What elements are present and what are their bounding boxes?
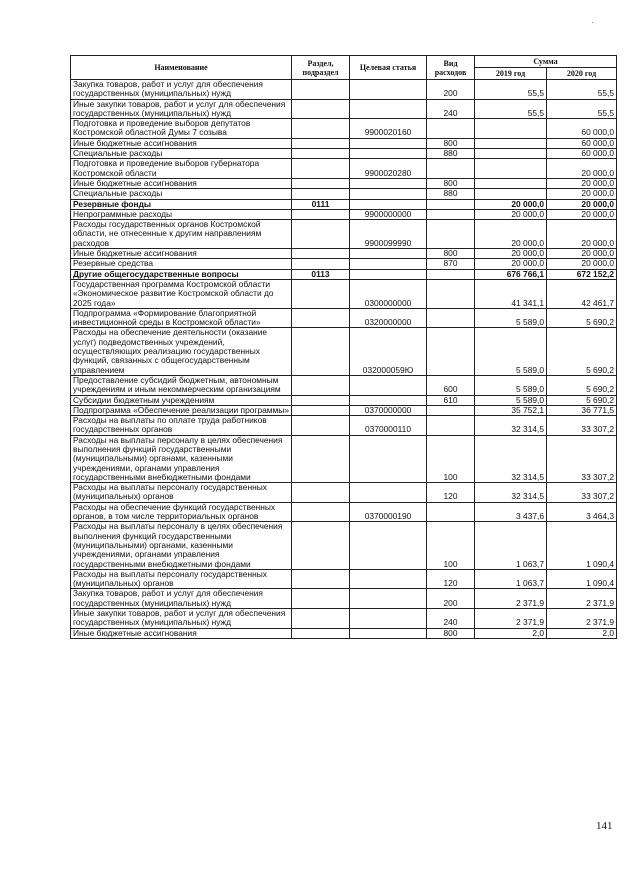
cell-sec	[292, 328, 350, 375]
cell-name: Специальные расходы	[71, 189, 292, 199]
cell-code: 0370000110	[350, 416, 427, 436]
cell-sec	[292, 209, 350, 219]
cell-s2019: 32 314,5	[475, 483, 547, 503]
header-row	[71, 56, 617, 68]
cell-code	[350, 189, 427, 199]
cell-s2019: 20 000,0	[475, 209, 547, 219]
cell-vid	[427, 199, 475, 209]
cell-s2020: 5 690,2	[547, 395, 617, 405]
cell-vid	[427, 279, 475, 308]
table-row	[71, 178, 617, 188]
cell-s2019: 55,5	[475, 99, 547, 119]
header-sum: Сумма	[475, 56, 617, 68]
cell-s2020: 36 771,5	[547, 405, 617, 415]
cell-s2019: 2 371,9	[475, 589, 547, 609]
cell-vid	[427, 502, 475, 522]
cell-s2019: 32 314,5	[475, 435, 547, 482]
table-row	[71, 435, 617, 482]
cell-sec	[292, 178, 350, 188]
cell-s2019: 5 589,0	[475, 328, 547, 375]
cell-name: Иные закупки товаров, работ и услуг для обеспечения государственных (муниципальных) нужд	[71, 609, 292, 629]
header-2019: 2019 год	[475, 68, 547, 80]
cell-name: Иные бюджетные ассигнования	[71, 138, 292, 148]
cell-name: Специальные расходы	[71, 149, 292, 159]
cell-s2020: 20 000,0	[547, 159, 617, 179]
cell-sec	[292, 483, 350, 503]
table-row	[71, 416, 617, 436]
cell-sec	[292, 119, 350, 139]
cell-sec	[292, 435, 350, 482]
cell-s2020: 5 690,2	[547, 328, 617, 375]
cell-vid: 800	[427, 249, 475, 259]
table-row	[71, 80, 617, 100]
cell-vid	[427, 416, 475, 436]
cell-sec: 0111	[292, 199, 350, 209]
table-row	[71, 269, 617, 279]
cell-s2020: 20 000,0	[547, 189, 617, 199]
table-row	[71, 199, 617, 209]
page-number: 141	[596, 820, 613, 832]
table-row	[71, 99, 617, 119]
cell-code	[350, 628, 427, 638]
cell-s2020: 20 000,0	[547, 178, 617, 188]
table-row	[71, 395, 617, 405]
cell-vid: 800	[427, 178, 475, 188]
cell-s2020: 60 000,0	[547, 119, 617, 139]
cell-sec	[292, 99, 350, 119]
cell-s2020: 33 307,2	[547, 483, 617, 503]
cell-s2019	[475, 159, 547, 179]
cell-s2019: 2,0	[475, 628, 547, 638]
table-row	[71, 209, 617, 219]
cell-vid: 120	[427, 569, 475, 589]
cell-code: 0320000000	[350, 308, 427, 328]
cell-s2019: 5 589,0	[475, 308, 547, 328]
cell-sec	[292, 138, 350, 148]
cell-code: 9900099990	[350, 220, 427, 249]
cell-s2019: 1 063,7	[475, 569, 547, 589]
cell-s2019: 20 000,0	[475, 259, 547, 269]
cell-sec	[292, 522, 350, 569]
cell-name: Иные бюджетные ассигнования	[71, 628, 292, 638]
cell-code: 9900000000	[350, 209, 427, 219]
cell-vid	[427, 159, 475, 179]
cell-sec	[292, 589, 350, 609]
cell-vid: 100	[427, 435, 475, 482]
table-row	[71, 119, 617, 139]
cell-vid: 240	[427, 99, 475, 119]
cell-name: Иные закупки товаров, работ и услуг для обеспечения государственных (муниципальных) нужд	[71, 99, 292, 119]
cell-s2019: 20 000,0	[475, 249, 547, 259]
cell-vid: 800	[427, 628, 475, 638]
cell-s2019	[475, 119, 547, 139]
cell-code	[350, 435, 427, 482]
header-name: Наименование	[71, 56, 292, 80]
cell-name: Подготовка и проведение выборов депутатов Костромской областной Думы 7 созыва	[71, 119, 292, 139]
cell-code: 9900020160	[350, 119, 427, 139]
table-row	[71, 483, 617, 503]
table-row	[71, 502, 617, 522]
cell-s2019	[475, 178, 547, 188]
table-row	[71, 189, 617, 199]
cell-name: Расходы государственных органов Костромской области, не отнесенные к другим направлениям расходов	[71, 220, 292, 249]
cell-vid: 100	[427, 522, 475, 569]
table-row	[71, 589, 617, 609]
cell-code	[350, 569, 427, 589]
cell-code: 0370000190	[350, 502, 427, 522]
cell-s2020: 33 307,2	[547, 416, 617, 436]
table-row	[71, 279, 617, 308]
table-row	[71, 159, 617, 179]
cell-s2020: 2 371,9	[547, 609, 617, 629]
cell-code	[350, 138, 427, 148]
cell-code	[350, 199, 427, 209]
cell-code	[350, 269, 427, 279]
cell-s2019	[475, 189, 547, 199]
cell-vid: 800	[427, 138, 475, 148]
cell-code	[350, 609, 427, 629]
table-row	[71, 328, 617, 375]
cell-name: Иные бюджетные ассигнования	[71, 249, 292, 259]
cell-s2020: 5 690,2	[547, 375, 617, 395]
cell-name: Расходы на выплаты персоналу государственных (муниципальных) органов	[71, 483, 292, 503]
table-row	[71, 249, 617, 259]
cell-code	[350, 149, 427, 159]
cell-sec	[292, 189, 350, 199]
cell-name: Субсидии бюджетным учреждениям	[71, 395, 292, 405]
cell-s2020: 2 371,9	[547, 589, 617, 609]
cell-s2020: 55,5	[547, 80, 617, 100]
cell-sec	[292, 609, 350, 629]
table-row	[71, 149, 617, 159]
scan-speck	[592, 22, 593, 23]
cell-sec	[292, 159, 350, 179]
cell-code	[350, 522, 427, 569]
cell-name: Подготовка и проведение выборов губернатора Костромской области	[71, 159, 292, 179]
cell-name: Государственная программа Костромской области «Экономическое развитие Костромской области до 2025 года»	[71, 279, 292, 308]
cell-s2019: 5 589,0	[475, 395, 547, 405]
cell-s2020: 42 461,7	[547, 279, 617, 308]
cell-code: 0300000000	[350, 279, 427, 308]
cell-s2020: 672 152,2	[547, 269, 617, 279]
cell-name: Расходы на обеспечение функций государственных органов, в том числе территориальных органов	[71, 502, 292, 522]
cell-name: Подпрограмма «Формирование благоприятной инвестиционной среды в Костромской области»	[71, 308, 292, 328]
cell-sec	[292, 569, 350, 589]
cell-s2020: 20 000,0	[547, 199, 617, 209]
cell-vid	[427, 269, 475, 279]
cell-sec	[292, 220, 350, 249]
cell-sec: 0113	[292, 269, 350, 279]
cell-name: Расходы на выплаты персоналу в целях обеспечения выполнения функций государственными (муниципальными) органами, казенными учреждениями, органами управления государственными внебюджетными фондами	[71, 522, 292, 569]
cell-code: 9900020280	[350, 159, 427, 179]
cell-name: Иные бюджетные ассигнования	[71, 178, 292, 188]
cell-sec	[292, 502, 350, 522]
cell-s2020: 1 090,4	[547, 522, 617, 569]
budget-table	[70, 55, 617, 639]
cell-s2020: 5 690,2	[547, 308, 617, 328]
cell-vid	[427, 308, 475, 328]
cell-s2019: 3 437,6	[475, 502, 547, 522]
cell-vid: 600	[427, 375, 475, 395]
cell-code	[350, 259, 427, 269]
cell-s2019: 1 063,7	[475, 522, 547, 569]
table-row	[71, 375, 617, 395]
cell-sec	[292, 279, 350, 308]
cell-s2020: 55,5	[547, 99, 617, 119]
cell-code	[350, 589, 427, 609]
cell-name: Расходы на выплаты персоналу в целях обеспечения выполнения функций государственными (муниципальными) органами, казенными учреждениями, органами управления государственными внебюджетными фондами	[71, 435, 292, 482]
table-row	[71, 628, 617, 638]
cell-vid	[427, 405, 475, 415]
cell-vid: 880	[427, 189, 475, 199]
cell-s2020: 33 307,2	[547, 435, 617, 482]
cell-s2020: 20 000,0	[547, 259, 617, 269]
table-row	[71, 569, 617, 589]
cell-code	[350, 395, 427, 405]
header-target: Целевая статья	[350, 56, 427, 80]
cell-code	[350, 375, 427, 395]
cell-sec	[292, 249, 350, 259]
cell-name: Резервные средства	[71, 259, 292, 269]
cell-code	[350, 99, 427, 119]
cell-s2019: 35 752,1	[475, 405, 547, 415]
cell-sec	[292, 375, 350, 395]
cell-vid: 120	[427, 483, 475, 503]
cell-s2019	[475, 149, 547, 159]
cell-s2019: 20 000,0	[475, 220, 547, 249]
cell-code: 0370000000	[350, 405, 427, 415]
cell-sec	[292, 405, 350, 415]
cell-vid	[427, 328, 475, 375]
cell-sec	[292, 308, 350, 328]
cell-code: 032000059Ю	[350, 328, 427, 375]
cell-sec	[292, 149, 350, 159]
cell-name: Резервные фонды	[71, 199, 292, 209]
cell-vid: 240	[427, 609, 475, 629]
header-2020: 2020 год	[547, 68, 617, 80]
cell-s2020: 60 000,0	[547, 138, 617, 148]
header-section: Раздел, подраздел	[292, 56, 350, 80]
cell-s2020: 60 000,0	[547, 149, 617, 159]
cell-s2020: 2,0	[547, 628, 617, 638]
cell-vid	[427, 209, 475, 219]
table-row	[71, 138, 617, 148]
cell-sec	[292, 416, 350, 436]
header-type: Вид расходов	[427, 56, 475, 80]
cell-s2019: 41 341,1	[475, 279, 547, 308]
cell-s2019	[475, 138, 547, 148]
cell-s2020: 3 464,3	[547, 502, 617, 522]
cell-sec	[292, 628, 350, 638]
cell-vid: 200	[427, 80, 475, 100]
cell-name: Подпрограмма «Обеспечение реализации программы»	[71, 405, 292, 415]
cell-code	[350, 249, 427, 259]
cell-name: Расходы на выплаты персоналу государственных (муниципальных) органов	[71, 569, 292, 589]
cell-name: Другие общегосударственные вопросы	[71, 269, 292, 279]
table-row	[71, 259, 617, 269]
cell-s2019: 32 314,5	[475, 416, 547, 436]
cell-vid: 880	[427, 149, 475, 159]
cell-vid	[427, 119, 475, 139]
cell-name: Предоставление субсидий бюджетным, автономным учреждениям и иным некоммерческим организациям	[71, 375, 292, 395]
cell-sec	[292, 259, 350, 269]
cell-code	[350, 483, 427, 503]
table-row	[71, 220, 617, 249]
cell-s2019: 676 766,1	[475, 269, 547, 279]
cell-name: Расходы на обеспечение деятельности (оказание услуг) подведомственных учреждений, осуществляющих реализацию государственных функций, связанных с общегосударственным управлением	[71, 328, 292, 375]
cell-code	[350, 178, 427, 188]
table-row	[71, 308, 617, 328]
cell-s2019: 5 589,0	[475, 375, 547, 395]
table-row	[71, 405, 617, 415]
cell-sec	[292, 395, 350, 405]
cell-name: Закупка товаров, работ и услуг для обеспечения государственных (муниципальных) нужд	[71, 80, 292, 100]
cell-s2020: 1 090,4	[547, 569, 617, 589]
cell-sec	[292, 80, 350, 100]
cell-name: Непрограммные расходы	[71, 209, 292, 219]
cell-s2019: 20 000,0	[475, 199, 547, 209]
cell-s2020: 20 000,0	[547, 249, 617, 259]
cell-s2019: 55,5	[475, 80, 547, 100]
cell-vid: 610	[427, 395, 475, 405]
cell-name: Расходы на выплаты по оплате труда работников государственных органов	[71, 416, 292, 436]
table-row	[71, 609, 617, 629]
table-row	[71, 522, 617, 569]
cell-s2020: 20 000,0	[547, 209, 617, 219]
cell-code	[350, 80, 427, 100]
cell-s2019: 2 371,9	[475, 609, 547, 629]
cell-s2020: 20 000,0	[547, 220, 617, 249]
cell-name: Закупка товаров, работ и услуг для обеспечения государственных (муниципальных) нужд	[71, 589, 292, 609]
cell-vid	[427, 220, 475, 249]
cell-vid: 200	[427, 589, 475, 609]
cell-vid: 870	[427, 259, 475, 269]
